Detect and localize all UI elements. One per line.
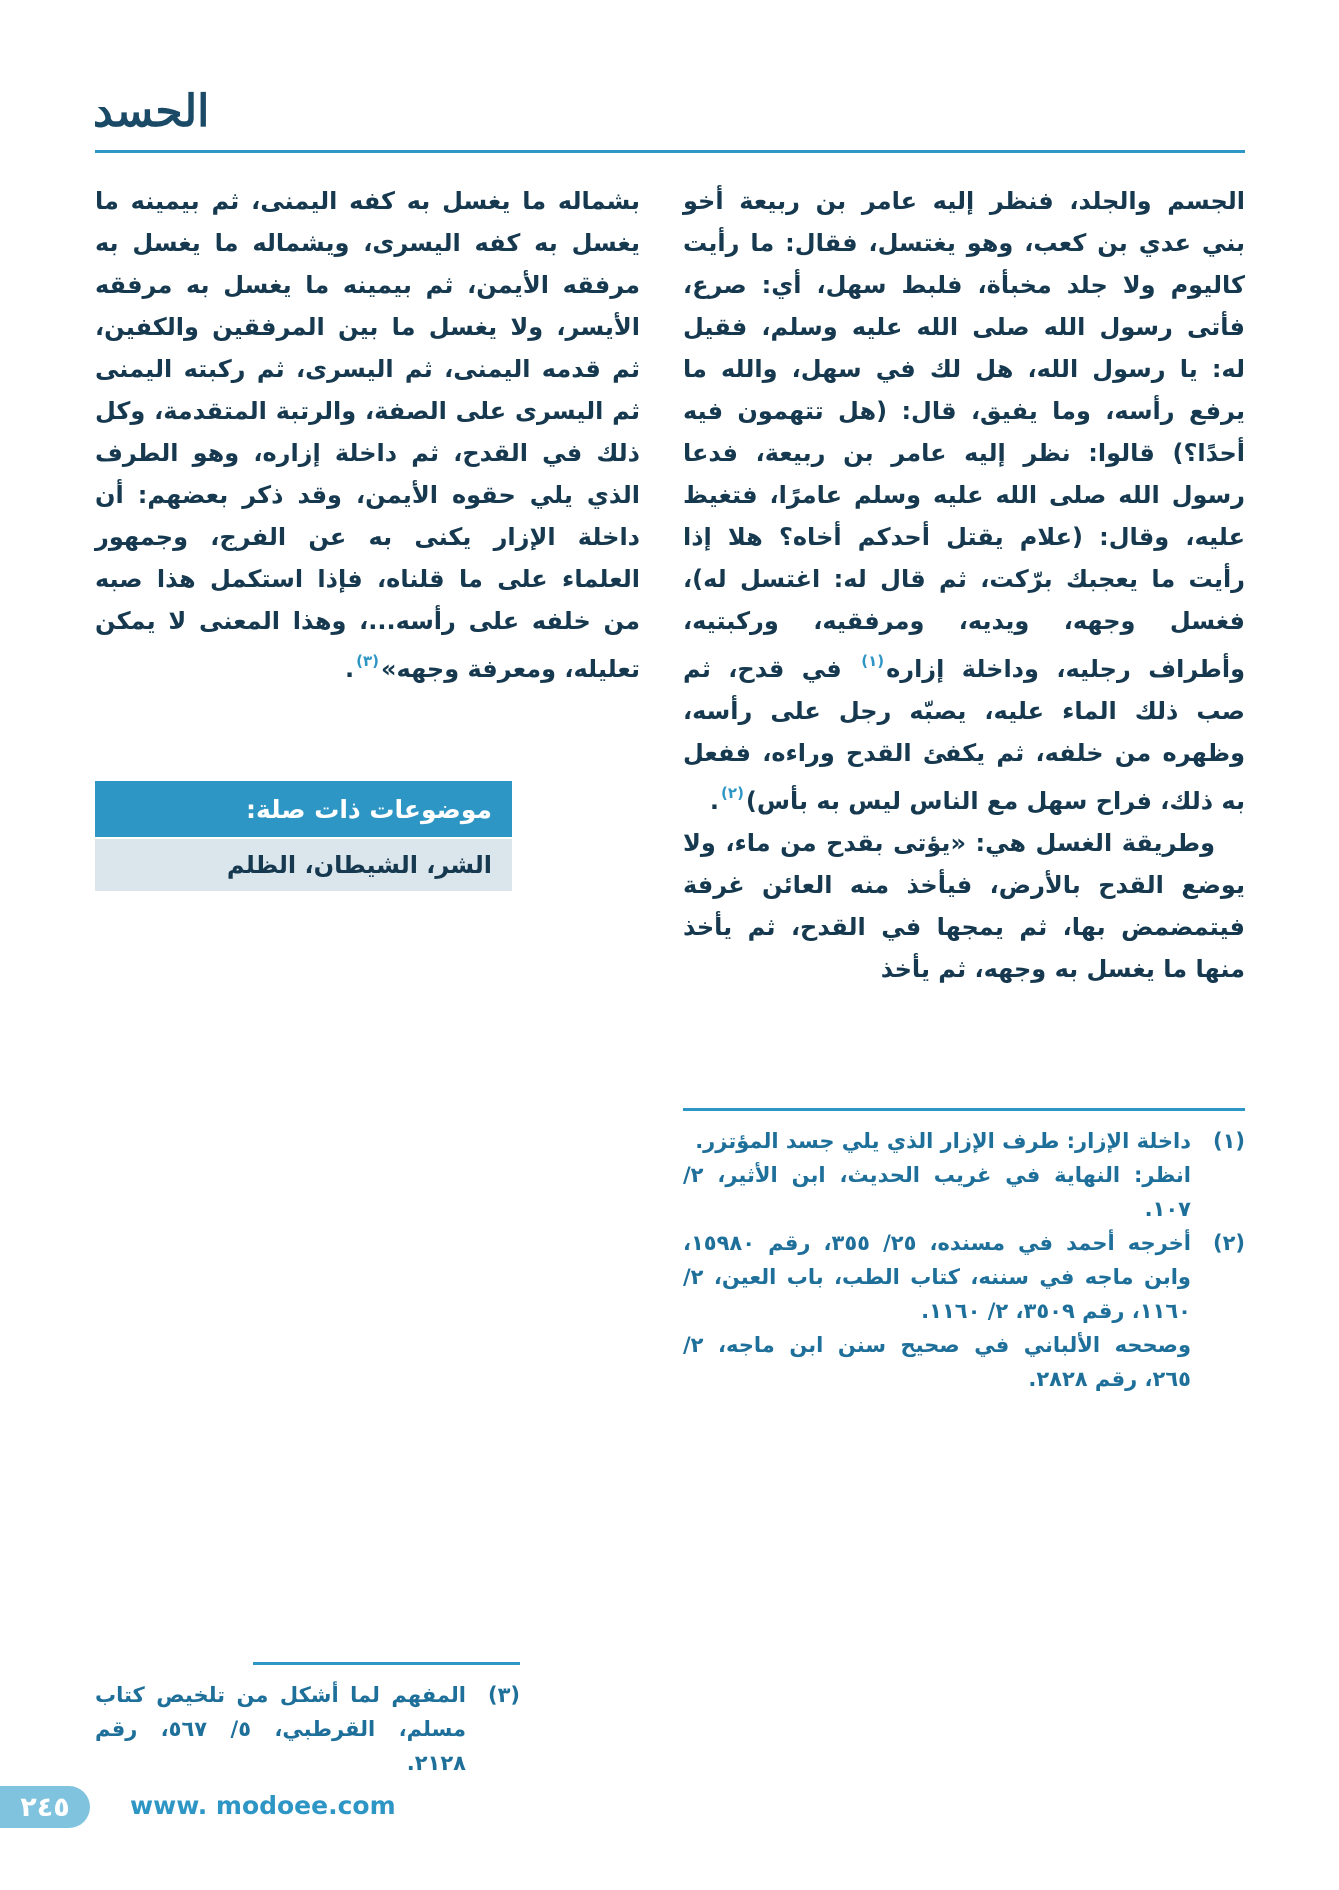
- footnote-text: انظر: النهاية في غريب الحديث، ابن الأثير، ٢/ ١٠٧.: [683, 1163, 1191, 1221]
- footnote-number: [1199, 1158, 1245, 1226]
- related-topics-items: الشر، الشيطان، الظلم: [226, 851, 492, 879]
- body-text: وطريقة الغسل هي: «يؤتى بقدح من ماء، ولا يوضع القدح بالأرض، فيأخذ منه العائن غرفة فيتمضمض بها، ثم يمجها في القدح، ثم يأخذ منها ما يغسل به وجهه، ثم يأخذ: [683, 829, 1245, 983]
- body-text: بشماله ما يغسل به كفه اليمنى، ثم بيمينه ما يغسل به كفه اليسرى، ويشماله ما يغسل به مرفقه الأيمن، ثم بيمينه ما يغسل به مرفقه الأيسر، ولا يغسل ما بين المرفقين والكفين، ثم قدمه اليمنى، ثم اليسرى، ثم ركبته اليمنى ثم اليسرى على الصفة، والرتبة المتقدمة، وكل ذلك في القدح، ثم داخلة إزاره، وهو الطرف الذي يلي حقوه الأيمن، وقد ذكر بعضهم: أن داخلة الإزار يكنى به عن الفرج، وجمهور العلماء على ما قلناه، فإذا استكمل هذا صبه من خلفه على رأسه...، وهذا المعنى لا يمكن تعليله، ومعرفة وجهه»: [95, 187, 640, 683]
- website-link[interactable]: www. modoee.com: [130, 1791, 396, 1820]
- footnote-item: [683, 1124, 1245, 1158]
- related-topics-header-label: موضوعات ذات صلة:: [245, 794, 492, 824]
- footnote-text: داخلة الإزار: طرف الإزار الذي يلي جسد المؤتزر.: [695, 1129, 1191, 1153]
- footnotes-left-column: [95, 1678, 520, 1780]
- body-text: .: [345, 655, 355, 683]
- footnote-item: [683, 1226, 1245, 1328]
- footnote-number: [1199, 1328, 1245, 1396]
- header-divider-line: [95, 150, 1245, 153]
- page-number: ٢٤٥: [20, 1791, 70, 1823]
- footnote-item: [683, 1328, 1245, 1396]
- paragraph: [683, 822, 1245, 990]
- main-text-right-column: [683, 180, 1245, 990]
- body-text: الجسم والجلد، فنظر إليه عامر بن ربيعة أخو بني عدي بن كعب، وهو يغتسل، فقال: ما رأيت كاليوم ولا جلد مخبأة، فلبط سهل، أي: صرع، فأتى رسول الله صلى الله عليه وسلم، فقيل له: يا رسول الله، هل لك في سهل، والله ما يرفع رأسه، وما يفيق، قال: (هل تتهمون فيه أحدًا؟) قالوا: نظر إليه عامر بن ربيعة، فدعا رسول الله صلى الله عليه وسلم عامرًا، فتغيظ عليه، وقال: (علام يقتل أحدكم أخاه؟ هلا إذا رأيت ما يعجبك برّكت، ثم قال له: اغتسل له)، فغسل وجهه، ويديه، ومرفقيه، وركبتيه، وأطراف رجليه، وداخلة إزاره: [683, 187, 1246, 683]
- footnote-ref-3: (٣): [356, 652, 380, 670]
- related-topics-list: [95, 839, 512, 891]
- page-header-title: الحسد: [93, 86, 210, 137]
- related-topics-header: [95, 781, 512, 837]
- footnote-text: المفهم لما أشكل من تلخيص كتاب مسلم، القرطبي، ٥/ ٥٦٧، رقم ٢١٢٨.: [95, 1683, 466, 1775]
- footnote-text: أخرجه أحمد في مسنده، ٢٥/ ٣٥٥، رقم ١٥٩٨٠، وابن ماجه في سننه، كتاب الطب، باب العين، ٢/ ١١٦٠، رقم ٣٥٠٩، ٢/ ١١٦٠.: [683, 1231, 1192, 1323]
- page-number-badge: [0, 1786, 90, 1828]
- footnote-ref-1: (١): [861, 652, 885, 670]
- paragraph: [683, 180, 1245, 822]
- footnote-separator-left: [253, 1662, 520, 1665]
- footnote-number: (٣): [487, 1683, 520, 1707]
- footnote-text: وصححه الألباني في صحيح سنن ابن ماجه، ٢/ ٢٦٥، رقم ٢٨٢٨.: [683, 1333, 1191, 1391]
- body-text: .: [709, 787, 720, 815]
- body-text: في قدح، ثم صب ذلك الماء عليه، يصبّه رجل على رأسه، وظهره من خلفه، ثم يكفئ القدح وراءه، ففعل به ذلك، فراح سهل مع الناس ليس به بأس): [683, 655, 1245, 815]
- footnote-item: [683, 1158, 1245, 1226]
- footnote-ref-2: (٢): [721, 784, 744, 802]
- footnote-separator-right: [683, 1108, 1245, 1111]
- footnote-item: [95, 1678, 520, 1780]
- footnote-number: (١): [1212, 1129, 1245, 1153]
- paragraph: [95, 180, 640, 690]
- footnotes-right-column: [683, 1124, 1245, 1396]
- main-text-left-column: [95, 180, 640, 690]
- footnote-number: (٢): [1212, 1231, 1245, 1255]
